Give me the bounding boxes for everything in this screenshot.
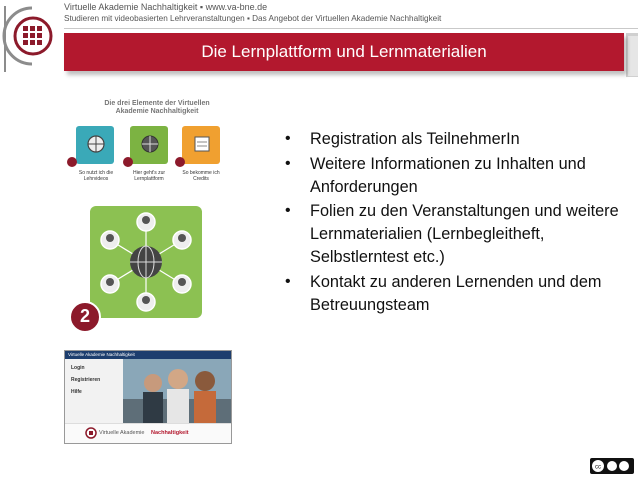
caption-platform: Hier geht's zur Lernplattform	[132, 170, 166, 182]
caption-videos: So nutzt ich die Lehrvideos	[78, 170, 114, 182]
step-badge-icon	[122, 156, 134, 168]
screenshot-register: Registrieren	[71, 377, 101, 383]
svg-text:cc: cc	[595, 464, 601, 471]
slide-title: Die Lernplattform und Lernmaterialien	[64, 33, 624, 71]
footer-logo-icon	[85, 427, 97, 439]
step-number: 2	[79, 306, 90, 326]
bullet-item: • Kontakt zu anderen Lernenden und dem Betreuungsteam	[285, 271, 630, 317]
three-elements-illustration	[64, 92, 234, 342]
step-badge-icon	[174, 156, 186, 168]
illustration-heading: Die drei Elemente der Virtuellen Akademie Nachhaltigkeit	[104, 100, 210, 115]
bullet-item: • Weitere Informationen zu Inhalten und Anforderungen	[285, 153, 630, 199]
bullet-item: • Registration als TeilnehmerIn	[285, 128, 630, 151]
academy-logo	[2, 2, 60, 74]
bullet-list	[285, 128, 630, 318]
globe-icon	[140, 134, 160, 154]
footer-brand: Nachhaltigkeit	[151, 430, 189, 436]
footer-org: Virtuelle Akademie	[99, 430, 145, 436]
network-globe-icon	[90, 206, 202, 318]
header-divider	[64, 28, 638, 29]
header-line-2: Studieren mit videobasierten Lehrveranstaltungen ▪ Das Angebot der Virtuellen Akademie Nachhaltigkeit	[64, 14, 442, 23]
caption-credits: So bekomme ich Credits	[182, 170, 220, 182]
bullet-item: • Folien zu den Veranstaltungen und weitere Lernmaterialien (Lernbegleitheft, Selbstlerntest etc.)	[285, 200, 630, 268]
students-photo	[123, 359, 231, 423]
screenshot-header: Virtuelle Akademie Nachhaltigkeit	[65, 351, 232, 359]
screenshot-login: Login	[71, 365, 85, 371]
globe-icon	[86, 134, 106, 154]
creative-commons-icon	[590, 458, 634, 474]
header-line-1: Virtuelle Akademie Nachhaltigkeit ▪ www.va-bne.de	[64, 2, 268, 12]
side-tab-inner	[628, 36, 638, 76]
certificate-icon	[192, 134, 212, 154]
screenshot-help: Hilfe	[71, 389, 82, 395]
platform-screenshot	[64, 350, 232, 444]
license-badge	[590, 458, 634, 474]
step-badge-icon	[66, 156, 78, 168]
